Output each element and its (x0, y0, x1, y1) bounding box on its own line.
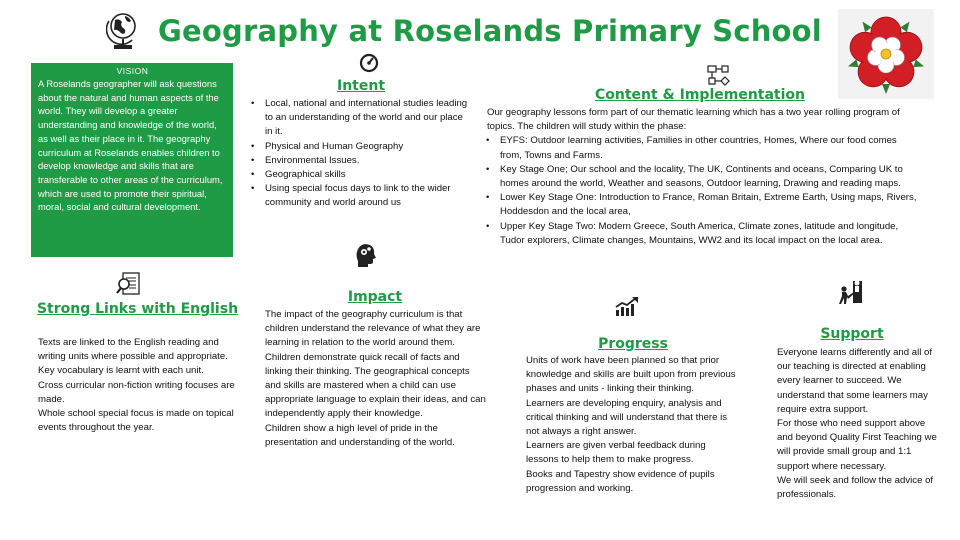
vision-text: A Roselands geographer will ask questions about the natural and human aspects of the world. They will develop a greater understanding and knowledge of the world, as well as their place in it. The geography curriculum at Roselands enables children to develop knowledge and skills that are transferable to other areas of the curriculum, which are used to promote their spiritual, moral, social and cultural development. (38, 78, 223, 213)
flowchart-icon (706, 64, 732, 88)
page-title: Geography at Roselands Primary School (158, 14, 822, 48)
progress-paragraph: Learners are given verbal feedback during lessons to help them to make progress. (526, 440, 706, 466)
english-paragraph: Key vocabulary is learnt with each unit. (38, 365, 204, 377)
content-item: • Key Stage One; Our school and the locality, The UK, Continents and oceans, Comparing UK to homes around the world, Weather and seasons, Outdoor learning, Drawing and reading maps. (500, 163, 917, 191)
head-gears-icon (354, 241, 376, 267)
intent-item: • Physical and Human Geography (265, 140, 471, 154)
impact-heading: Impact (347, 289, 403, 305)
content-item: • Lower Key Stage One: Introduction to France, Roman Britain, Extreme Earth, Using maps, Rivers, Hoddesdon and the local area, (500, 191, 917, 219)
content-heading: Content & Implementation (594, 87, 806, 103)
english-heading: Strong Links with English (36, 301, 239, 317)
tudor-rose-icon (838, 9, 934, 99)
helping-hand-climb-icon (838, 279, 864, 305)
vision-title: VISION (116, 66, 149, 76)
intent-heading: Intent (336, 78, 386, 94)
english-paragraph: Cross curricular non-fiction writing focuses are made. (38, 379, 235, 405)
progress-paragraph: Learners are developing enquiry, analysis and critical thinking and will understand that there is not always a right answer. (526, 397, 728, 438)
globe-icon (106, 9, 140, 51)
progress-paragraph: Books and Tapestry show evidence of pupils progression and working. (526, 468, 715, 494)
progress-paragraph: Units of work have been planned so that prior knowledge and skills are built upon from previous phases and units - linking their thinking. (526, 355, 736, 395)
impact-paragraph: Children demonstrate quick recall of facts and linking their thinking. The geographical concepts and skills are mastered when a child can use appropriate language to explain their ideas, and can independently apply their knowledge. (265, 351, 486, 420)
intent-item: • Local, national and international studies leading to an understanding of the world and our place in it. (265, 97, 471, 140)
progress-section (526, 354, 736, 496)
content-item: • Upper Key Stage Two: Modern Greece, South America, Climate zones, latitude and longitude, Tudor explorers, Climate changes, Mountains, WW2 and its local impact on the local area. (500, 220, 917, 248)
impact-section (265, 308, 487, 450)
rising-chart-icon (614, 295, 640, 317)
progress-heading: Progress (598, 336, 668, 352)
support-paragraph: We will seek and follow the advice of professionals. (777, 474, 934, 501)
vision-panel (31, 63, 233, 257)
intent-item: • Using special focus days to link to the wider community and world around us (265, 182, 471, 210)
content-intro: Our geography lessons form part of our thematic learning which has a two year rolling program of topics. The children will study within the phase: (487, 107, 900, 133)
english-paragraph: Whole school special focus is made on topical events throughout the year. (38, 408, 234, 434)
english-section (38, 336, 238, 435)
support-section (777, 346, 937, 502)
content-item: • EYFS: Outdoor learning activities, Families in other countries, Homes, Where our food comes from, Towns and Farms. (500, 134, 917, 162)
support-heading: Support (820, 326, 884, 342)
support-paragraph: For those who need support above and beyond Quality First Teaching we will provide small group and 1:1 support where necessary. (777, 418, 937, 472)
impact-paragraph: Children show a high level of pride in the presentation and understanding of the world. (265, 422, 455, 448)
intent-item: • Environmental Issues. (265, 154, 471, 168)
impact-paragraph: The impact of the geography curriculum is that children understand the relevance of what they are learning in relation to the world around them. (265, 309, 481, 349)
support-paragraph: Everyone learns differently and all of our teaching is directed at enabling every learner to succeed. We understand that some learners may require extra support. (777, 347, 933, 415)
intent-list (249, 97, 471, 211)
intent-item: • Geographical skills (265, 168, 471, 182)
gauge-icon (358, 52, 380, 74)
english-paragraph: Texts are linked to the English reading and writing units where possible and appropriate. (38, 337, 228, 363)
document-magnifier-icon (116, 271, 142, 297)
content-section (487, 106, 917, 248)
